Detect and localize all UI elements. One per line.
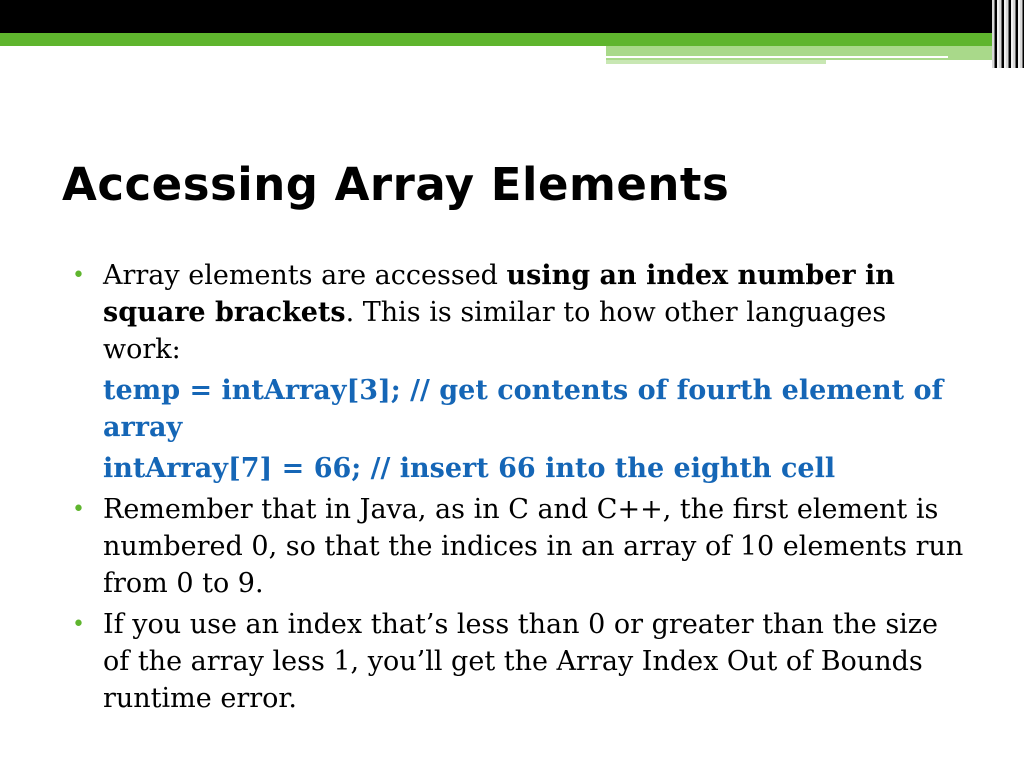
bullet-item (72, 606, 972, 717)
code-line: intArray[7] = 66; // insert 66 into the eighth cell (103, 453, 836, 484)
code-line: temp = intArray[3]; // get contents of fourth element of array (103, 375, 944, 443)
bullet-item (72, 257, 972, 368)
header-stripes (992, 0, 1024, 68)
bullet-text: . This is similar to how other languages work: (103, 297, 887, 365)
header-band-green-thin (606, 60, 826, 64)
bullet-dot-icon: • (72, 263, 85, 288)
bullet-dot-icon: • (72, 612, 85, 637)
bullet-text: Array elements are accessed (103, 260, 507, 291)
bullet-bold-text: using an index number in square brackets (103, 260, 895, 328)
bullet-item (72, 491, 972, 602)
header-divider-line (606, 56, 948, 58)
bullet-text: Remember that in Java, as in C and C++, the first element is numbered 0, so that the indices in an array of 10 elements run from 0 to 9. (103, 494, 964, 599)
slide-title: Accessing Array Elements (62, 158, 730, 211)
bullet-text: If you use an index that’s less than 0 or greater than the size of the array less 1, you’ll get the Array Index Out of Bounds runtime error. (103, 609, 939, 714)
bullet-dot-icon: • (72, 497, 85, 522)
slide-content (72, 257, 972, 721)
header-band-green (0, 33, 1024, 46)
header-band-black (0, 0, 1024, 33)
